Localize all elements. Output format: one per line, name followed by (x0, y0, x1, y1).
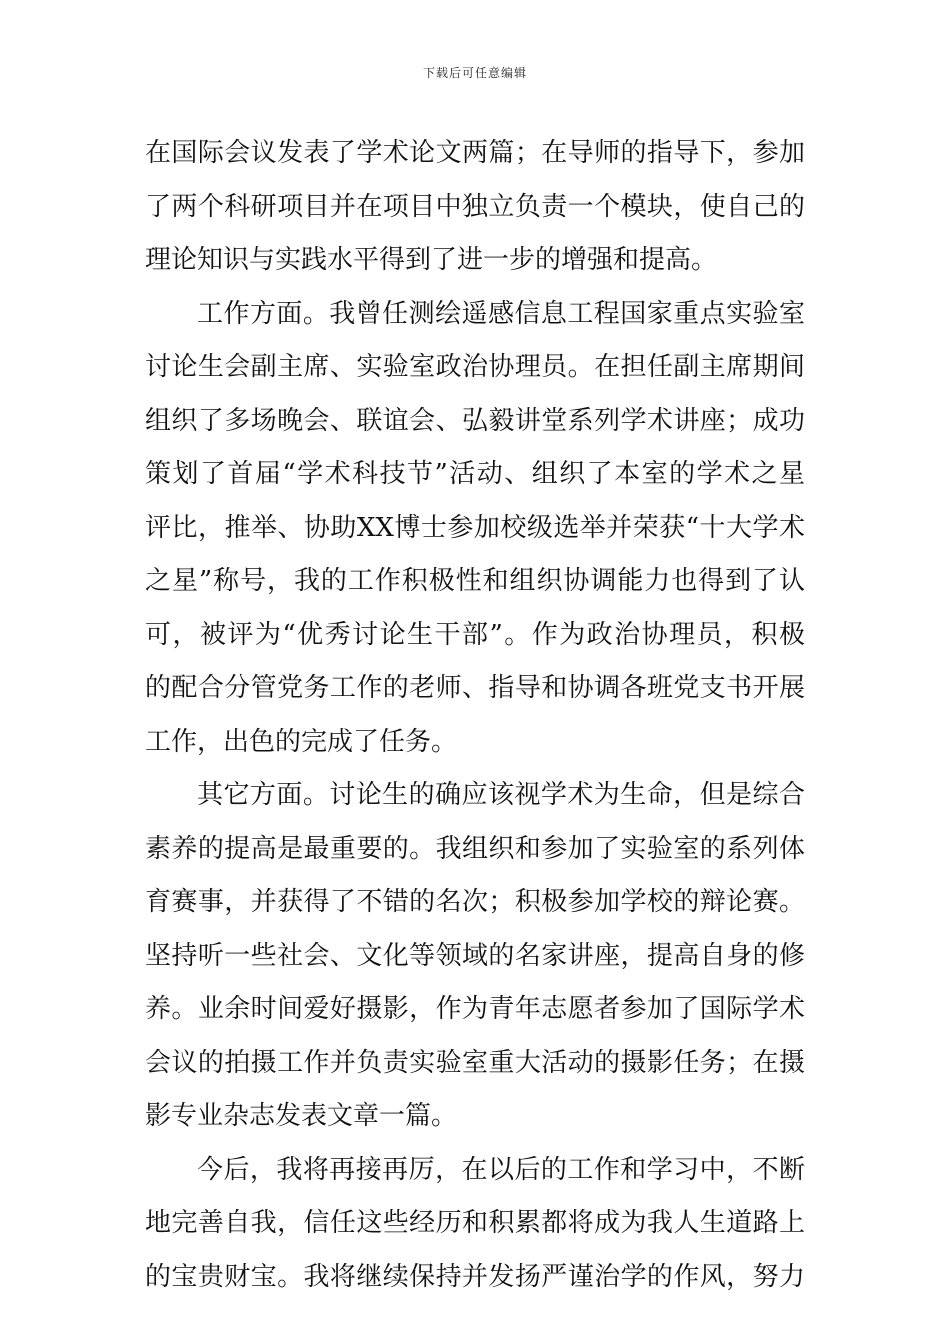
text-line: 了两个科研项目并在项目中独立负责一个模块，使自己的 (145, 191, 805, 222)
text-line: 理论知识与实践水平得到了进一步的增强和提高。 (145, 245, 718, 275)
text-line: 的宝贵财宝。我将继续保持并发扬严谨治学的作风，努力 (145, 1261, 805, 1292)
text-line: 工作方面。我曾任测绘遥感信息工程国家重点实验室 (197, 298, 805, 329)
text-line: 在国际会议发表了学术论文两篇；在导师的指导下，参加 (145, 138, 805, 168)
text-line: 的配合分管党务工作的老师、指导和协调各班党支书开展 (145, 673, 805, 703)
body-text (145, 127, 805, 1304)
text-line: 养。业余时间爱好摄影，作为青年志愿者参加了国际学术 (145, 994, 805, 1024)
text-line: 工作，出色的完成了任务。 (145, 726, 458, 757)
text-line: 组织了多场晚会、联谊会、弘毅讲堂系列学术讲座；成功 (145, 405, 805, 436)
page-header: 下载后可任意编辑 (422, 66, 527, 80)
text-line: 其它方面。讨论生的确应该视学术为生命，但是综合 (197, 780, 805, 810)
text-line: 素养的提高是最重要的。我组织和参加了实验室的系列体 (145, 833, 805, 864)
text-line: 地完善自我，信任这些经历和积累都将成为我人生道路上 (145, 1208, 805, 1238)
text-line: 育赛事，并获得了不错的名次；积极参加学校的辩论赛。 (145, 887, 805, 917)
text-line: 会议的拍摄工作并负责实验室重大活动的摄影任务；在摄 (145, 1047, 805, 1078)
text-line: 影专业杂志发表文章一篇。 (145, 1101, 458, 1131)
text-line: 可，被评为“优秀讨论生干部”。作为政治协理员，积极 (145, 619, 805, 650)
text-line: 之星”称号，我的工作积极性和组织协调能力也得到了认 (145, 566, 805, 596)
text-line: 评比，推举、协助XX博士参加校级选举并荣获“十大学术 (145, 512, 805, 543)
text-line: 讨论生会副主席、实验室政治协理员。在担任副主席期间 (145, 352, 805, 382)
text-line: 策划了首届“学术科技节”活动、组织了本室的学术之星 (145, 459, 805, 489)
text-line: 今后，我将再接再厉，在以后的工作和学习中，不断 (197, 1154, 805, 1185)
text-line: 坚持听一些社会、文化等领域的名家讲座，提高自身的修 (145, 940, 805, 971)
